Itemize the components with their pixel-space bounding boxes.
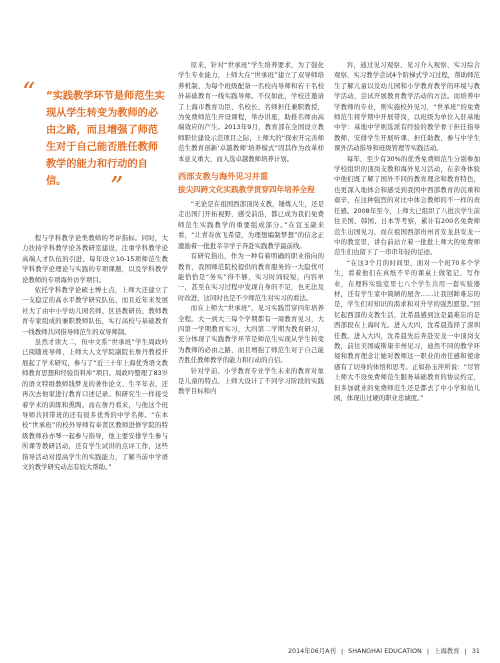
footer-separator: | xyxy=(426,647,429,655)
article-column-2 xyxy=(178,60,324,397)
paragraph: 有研究指出，作为一种有着明确的职业指向的教育，我国师范院校提供的教育服务的一大隐忧可能恰恰是“务实”得不够，实习时间较短，内容单一，甚至在实习过程中发现自身的不足，也无法及时改进，这同时也是不少师范生对实习的看法。 xyxy=(178,252,324,302)
paragraph: “在这3个月的时间里，面对一个班70多个学生，看着他们在真纸不平的课桌上做笔记、写作业，在理科实验室里七八个学生共用一套实验器材，还有学生家中简陋的屋舍……让我回眸难忘的是，学生们对知识的渴求和对升学的强烈愿望。”回忆起西部的支教生活，沈希晨感到这是最难忘的是西部段在上海时光。进入大四，沈希晨选择了深圳任教。进入大四，沈希晨先后奔赴安龙一中顶岗支教，前往美国威斯康辛州见习，迪然不同的教学环境和教育理念让她对教师这一职业的责任感和使命感有了切身的体悟和思考。正如孙玉萍所说：“尽管上师大不设免费师范生服务基础教育的协议约定，但多加就业的免费师范生还是都去了中小学和幼儿园，体现出过硬的职业忠诚度。” xyxy=(334,258,480,402)
paragraph: 针对学前、小学教育专业学生未来的教育对象是儿童的特点，上师大设计了不同学习阶段的实践教学目标和内 xyxy=(178,366,324,396)
footer-separator: | xyxy=(464,647,467,655)
paragraph: “无论是在祖国西部顶岗支教，锤炼人生，还是走出国门开拓视野，感受前沿，都已成为我们免费师范生实践教学的重要组成部分。”在宣玉副来看，“让青春放飞希望，为理想编制梦想”的信念正激励着一批批莘莘学子奔赴实践教学最前线。 xyxy=(178,200,324,250)
page-number: 31 xyxy=(471,647,480,655)
issue-date: 2014年06月A刊 xyxy=(287,647,336,655)
paragraph: 虽然才读大二，但中文系“世承班”学生周政吟已阅随班导师、上师大人文学院副院长詹丹教授开展起了学术研究，参与了“近三十年上海优秀语文教师教育思想和经验资料库”项目。周政吟整理了83岁的语文特级教师钱梦龙的著作论文、生平年表，还再次去他家进行教育口述记录。积研究生一样接受着学术的训练和熏陶。而在詹丹看来，与他这个班导师共同带班的还有很多优秀的中学名师。“在本校“世承班”的校外导师有奉贤区教师进修学院的特级教师孙亦琴一起参与指导，他主要安排学生参与所课等教研活动，还有学生试讲的点评工作，这些指导活动对提高学生的实践能力，了解当前中学语文的教学研究动态有较大帮助。” xyxy=(22,338,168,471)
paragraph: 依托学科教学论硕士博士点，上师大还建立了一支稳定的高水平教学研究队伍，而且近年来发展社大了由中小学幼儿园名师、区县教研员、教师教育专家组成的兼职教师队伍，实行高校与基础教育一线教师共同指导师范生的双导师制。 xyxy=(22,286,168,336)
paragraph: 原来，针对“世承班”学生培养要求，为了强化学生专业能力，上师大在“世承班”建立了双导师培养机制，为每个班级配备一名校内导师和若干名校外基础教育一线实践导师。不仅如此，学校还邀请了上海市教育功臣、名校长、名师担任兼职教授，为免费师范生开设课程，举办讲座，助推名师由高端效应的产生。2013年9月，教育部在全国设立教师职位建设示范项目之际，上师大的“探索开完善师范生教育创新‘卓越教师’培养模式”因其作为改革样本意义重大，而入选卓越教师培养计划。 xyxy=(178,61,324,163)
paragraph: 容，通过见习观察、见习介入观察、实习综合观察、实习教学尝试4个阶梯式学习过程，帮助师范生了解儿童以及幼儿园和小学教育教学的环境与教学活动，尝试开展教育教学活动的方法。而培养中学教师的专业，则实施校外见习，“世承班”的免费师范生将学期中开展带岗，以班级为单位入驻基地中学：基地中学则选派有经验的教学骨干担任指导教师，安排学生开展听课、担任助教，参与中学生课外活动指导和班级管理等实践活动。 xyxy=(334,61,480,153)
close-quote-mark: ” xyxy=(110,172,124,202)
section-heading: 西部支教与海外见习并重 xyxy=(178,171,269,182)
open-quote-mark: “ xyxy=(22,78,36,108)
article-column-3 xyxy=(334,60,480,403)
section-subheading: 拔尖四跨文化实践教学贯穿四年培养全程 xyxy=(178,185,315,195)
journal-name: SHANGHAI EDUCATION xyxy=(348,647,422,655)
paragraph: 程与学科教学论类教师的考评指标。同时，大力扶持学科教学论各教研室建设，注重学科教学论高端人才队伍的引进，每年设立10-15项师范生教学科教学论理论与实践的专项课题，以及学科教学论教师的专项海外访学项目。 xyxy=(22,234,168,284)
paragraph: 而在上师大“世承班”，见习实践贯穿四年培养全程。大一到大三每个学期都有一周教育见习，大四第一学期教育实习，大四第二学期为教育研习，充分体现了实践教学环节是师范生实现从学生转变为教师的必由之路，而且增强了师范生对于自己能否胜任教师教学的能力和行动的自信。 xyxy=(178,304,324,365)
journal-name-cn: 上海教育 xyxy=(434,647,460,655)
article-column-1 xyxy=(22,233,168,472)
pull-quote-text: “实践教学环节是师范生实现从学生转变为教师的必由之路，而且增强了师范生对于自己能否胜任教师教学的能力和行动的自信。 xyxy=(46,91,165,187)
footer-separator: | xyxy=(340,647,344,655)
page-footer xyxy=(285,646,480,655)
paragraph: 每年，至少有30%的优秀免费师范生分别参加学校组织的顶岗支教和海外见习活动，在亲身体验中他们既了解了国外不同的教育理念和教育特色，也更深入地体会和感受到我国中西部教育的沉重和艰辛，在这种强烈的对比中体会教师的不一样的责任感。2008年至今，上师大已组织了八批次学生前往美国、韩国、日本等考察，累计有200名免费师范生出国见习，而在祖国西部贵州省安龙县安龙一中的教室里，讲台前站立着一批批上师大的免费师范生们也留下了一串串年轻的足迹。 xyxy=(334,154,480,257)
